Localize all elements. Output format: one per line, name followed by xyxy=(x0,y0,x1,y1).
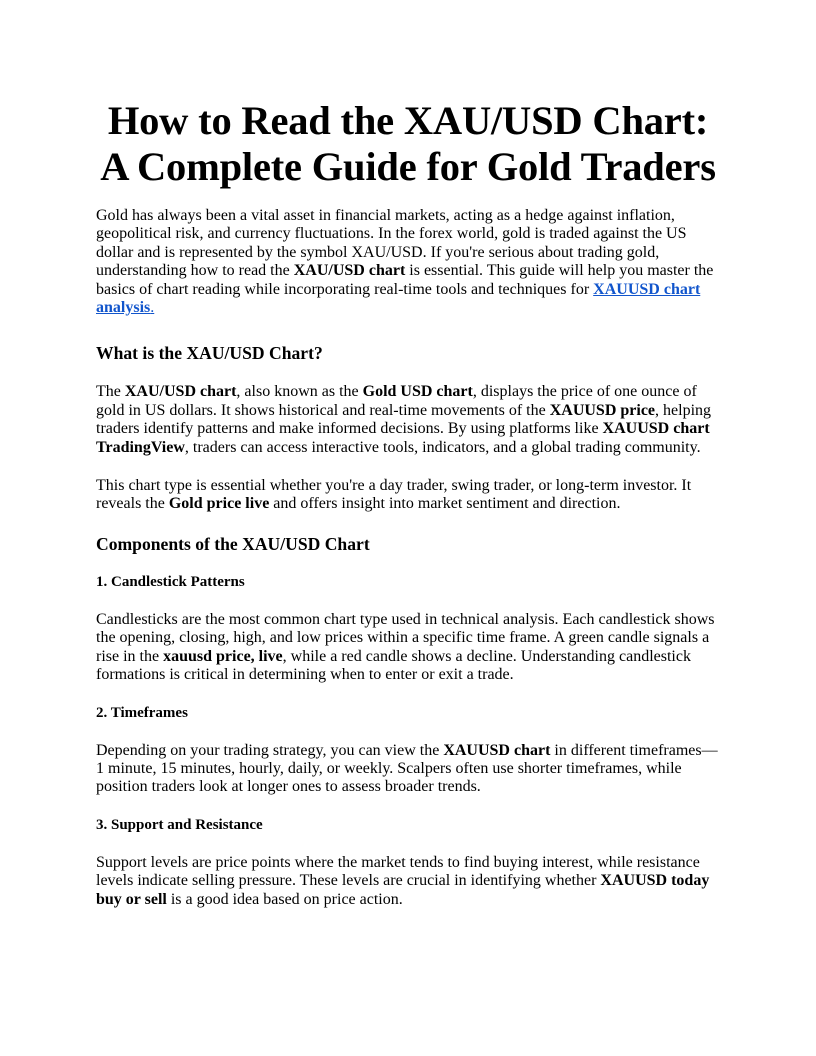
what-p1-text-5: , traders can access interactive tools, indicators, and a global trading community. xyxy=(184,438,701,456)
intro-text-2: is essential. This guide will help you master the basics of chart reading while incorporating real-time tools and techniques for xyxy=(96,262,714,298)
what-p1-text-1: The xyxy=(96,383,125,401)
what-paragraph-1 xyxy=(96,383,720,457)
what-p1-bold-3: XAUUSD price xyxy=(549,401,656,419)
timeframes-paragraph xyxy=(96,742,720,797)
candle-text-1: Candlesticks are the most common chart type used in technical analysis. Each candlestick shows the opening, closing, high, and low prices within a specific time frame. A green candle signals a rise in the xyxy=(96,610,715,665)
what-p1-bold-1: XAU/USD chart xyxy=(124,383,237,401)
intro-bold-xauusd-chart: XAU/USD chart xyxy=(293,262,406,280)
time-bold-1: XAUUSD chart xyxy=(443,741,551,759)
heading-what-is-chart: What is the XAU/USD Chart? xyxy=(96,343,323,364)
page-title: How to Read the XAU/USD Chart: A Complete Guide for Gold Traders xyxy=(100,98,716,189)
support-paragraph xyxy=(96,854,720,909)
what-p1-text-2: , also known as the xyxy=(236,383,363,401)
support-text-2: is a good idea based on price action. xyxy=(166,890,403,908)
what-p1-text-4: , helping traders identify patterns and make informed decisions. By using platforms like xyxy=(96,401,712,438)
intro-paragraph xyxy=(96,207,720,317)
heading-timeframes: 2. Timeframes xyxy=(96,704,188,721)
what-p1-bold-4: XAUUSD chart TradingView xyxy=(96,420,710,456)
candle-text-2: , while a red candle shows a decline. Understanding candlestick formations is critical in determining when to enter or exit a trade. xyxy=(96,647,691,684)
what-p2-text-2: and offers insight into market sentiment and direction. xyxy=(269,495,621,513)
what-p1-text-3: , displays the price of one ounce of gold in US dollars. It shows historical and real-time movements of the xyxy=(96,383,697,419)
document-page xyxy=(96,98,720,909)
heading-candlestick-patterns: 1. Candlestick Patterns xyxy=(96,573,245,590)
intro-text-1: Gold has always been a vital asset in financial markets, acting as a hedge against inflation, geopolitical risk, and currency fluctuations. In the forex world, gold is traded against the US dollar and is represented by the symbol XAU/USD. If you're serious about trading gold, understanding how to read the xyxy=(96,207,687,280)
candlestick-paragraph xyxy=(96,611,720,685)
time-text-1: Depending on your trading strategy, you can view the xyxy=(96,741,444,759)
what-p1-bold-2: Gold USD chart xyxy=(362,383,473,401)
what-p2-text-1: This chart type is essential whether you're a day trader, swing trader, or long-term investor. It reveals the xyxy=(96,477,692,513)
heading-components: Components of the XAU/USD Chart xyxy=(96,533,370,554)
support-text-1: Support levels are price points where the market tends to find buying interest, while resistance levels indicate selling pressure. These levels are crucial in identifying whether xyxy=(96,853,700,890)
what-p2-bold-1: Gold price live xyxy=(168,495,270,513)
support-bold-1: XAUUSD today buy or sell xyxy=(96,872,710,908)
intro-link-period: . xyxy=(150,299,155,317)
xauusd-chart-analysis-link[interactable]: XAUUSD chart analysis xyxy=(96,280,701,317)
time-text-2: in different timeframes—1 minute, 15 minutes, hourly, daily, or weekly. Scalpers often use shorter timeframes, while position traders look at longer ones to assess broader trends. xyxy=(96,741,718,796)
what-paragraph-2 xyxy=(96,477,720,514)
heading-support-resistance: 3. Support and Resistance xyxy=(96,816,263,833)
candle-bold-1: xauusd price, live xyxy=(163,647,283,665)
